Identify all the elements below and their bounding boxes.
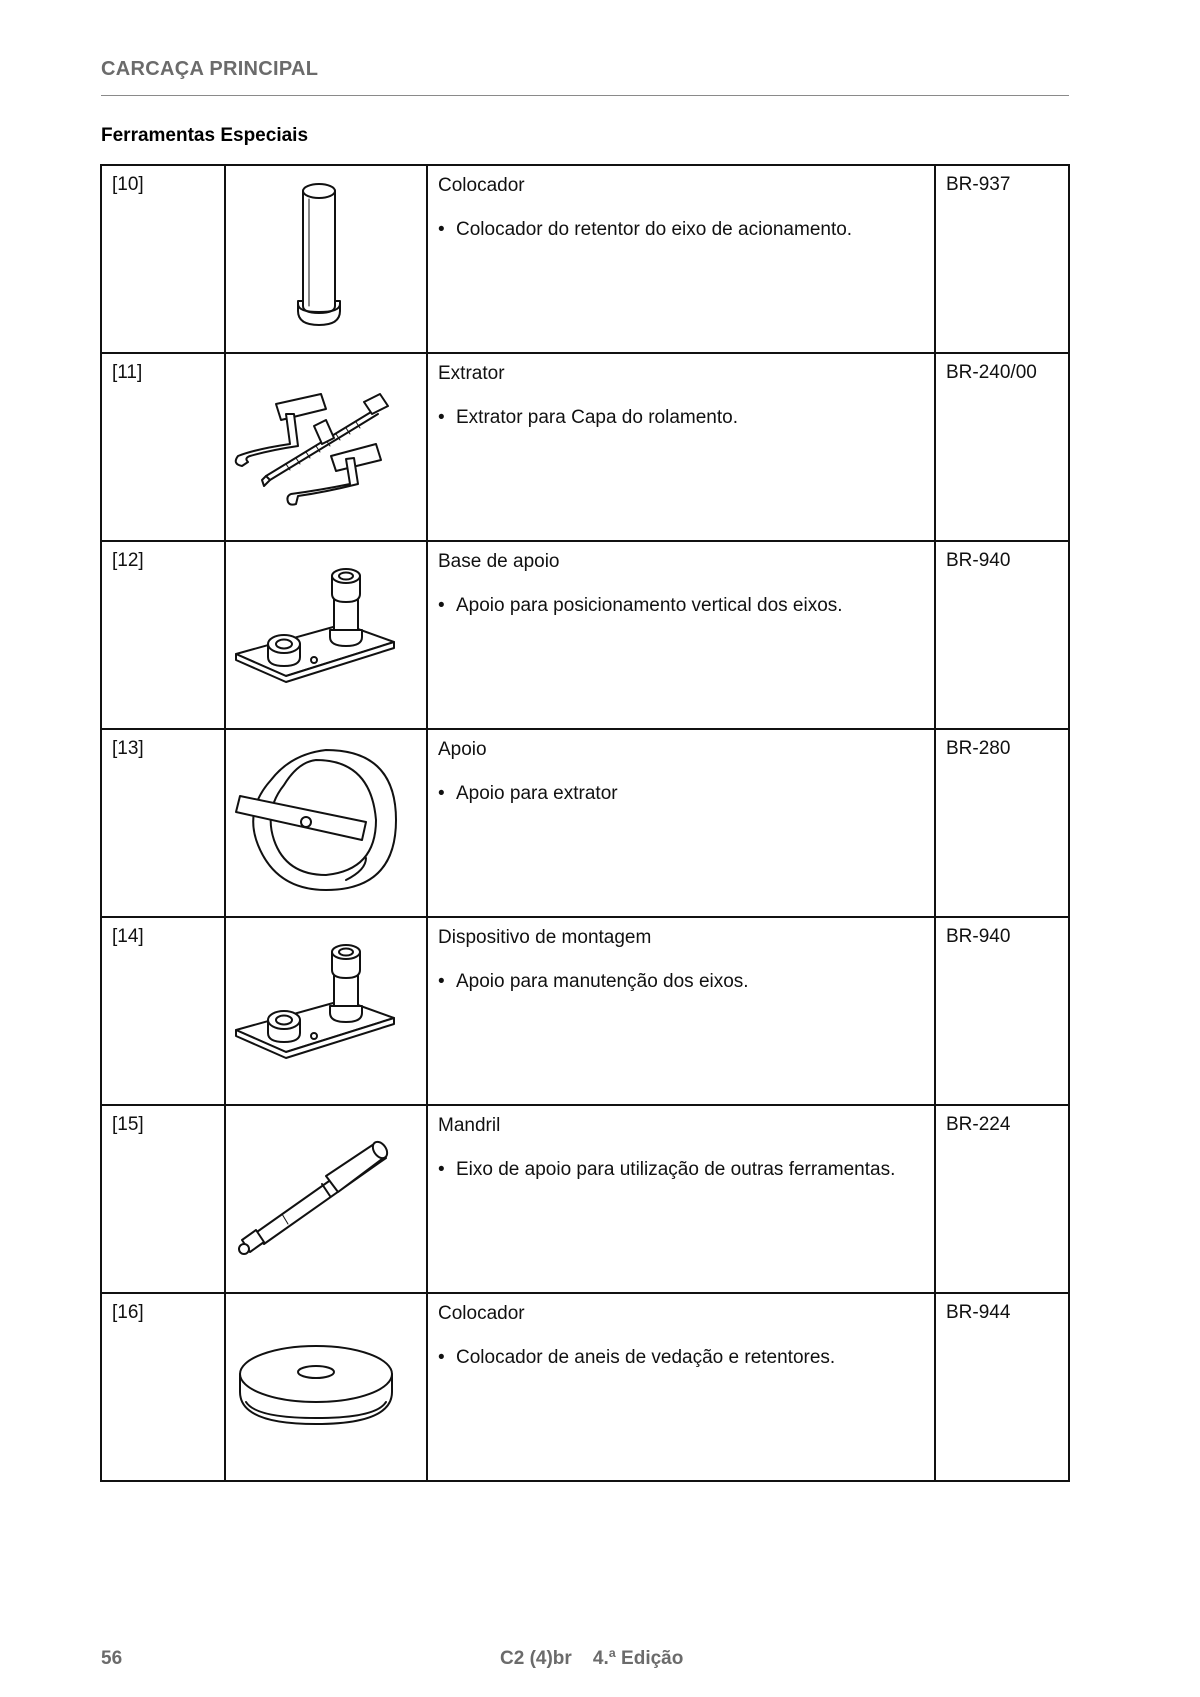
- tool-bullet: [438, 406, 914, 430]
- tool-bullet: [438, 594, 914, 618]
- tool-description: [427, 1105, 935, 1293]
- tool-code: BR-937: [935, 165, 1069, 353]
- tool-ref: [10]: [101, 165, 225, 353]
- tool-code: BR-280: [935, 729, 1069, 917]
- bullet-icon: •: [438, 407, 445, 428]
- document-edition: C2 (4)br 4.ª Edição: [500, 1648, 684, 1669]
- tool-illustration: [225, 165, 427, 353]
- tool-name: Colocador: [438, 175, 525, 196]
- tool-name: Mandril: [438, 1115, 501, 1136]
- tool-illustration: [225, 1105, 427, 1293]
- tool-code: BR-940: [935, 541, 1069, 729]
- bullet-icon: •: [438, 1347, 445, 1368]
- support-ring-icon: [226, 730, 426, 908]
- section-header: CARCAÇA PRINCIPAL: [101, 58, 319, 80]
- tool-code: BR-224: [935, 1105, 1069, 1293]
- tool-name: Dispositivo de montagem: [438, 927, 652, 948]
- support-base-icon: [226, 918, 426, 1096]
- tool-ref: [13]: [101, 729, 225, 917]
- tool-bullet-text: Apoio para posicionamento vertical dos eixos.: [456, 595, 843, 616]
- tool-illustration: [225, 541, 427, 729]
- tool-ref: [16]: [101, 1293, 225, 1481]
- support-base-icon: [226, 542, 426, 720]
- tool-description: [427, 353, 935, 541]
- mandrel-icon: [226, 1106, 426, 1284]
- table-row: [101, 165, 1069, 353]
- table-row: [101, 917, 1069, 1105]
- tool-code: BR-940: [935, 917, 1069, 1105]
- tool-bullet: [438, 782, 914, 806]
- driver-tube-icon: [226, 166, 426, 344]
- tool-code: BR-944: [935, 1293, 1069, 1481]
- tool-name: Extrator: [438, 363, 505, 384]
- puller-icon: [226, 354, 426, 532]
- special-tools-table: [100, 164, 1070, 1482]
- table-row: [101, 729, 1069, 917]
- table-row: [101, 1105, 1069, 1293]
- tool-name: Base de apoio: [438, 551, 560, 572]
- tool-ref: [15]: [101, 1105, 225, 1293]
- tool-illustration: [225, 917, 427, 1105]
- tool-description: [427, 917, 935, 1105]
- seal-driver-disc-icon: [226, 1294, 426, 1472]
- tool-description: [427, 165, 935, 353]
- tool-bullet: [438, 218, 914, 242]
- table-row: [101, 1293, 1069, 1481]
- tool-ref: [12]: [101, 541, 225, 729]
- tool-name: Colocador: [438, 1303, 525, 1324]
- tool-ref: [11]: [101, 353, 225, 541]
- bullet-icon: •: [438, 971, 445, 992]
- tool-description: [427, 729, 935, 917]
- tool-bullet: [438, 1346, 914, 1370]
- table-row: [101, 541, 1069, 729]
- tool-bullet: [438, 970, 914, 994]
- bullet-icon: •: [438, 1159, 445, 1180]
- tool-illustration: [225, 729, 427, 917]
- bullet-icon: •: [438, 219, 445, 240]
- tool-bullet-text: Apoio para extrator: [456, 783, 618, 804]
- header-divider: [101, 95, 1069, 96]
- tool-bullet-text: Eixo de apoio para utilização de outras ferramentas.: [456, 1159, 896, 1180]
- tool-code: BR-240/00: [935, 353, 1069, 541]
- page-title: Ferramentas Especiais: [101, 125, 309, 146]
- table-row: [101, 353, 1069, 541]
- tool-bullet-text: Colocador de aneis de vedação e retentores.: [456, 1347, 836, 1368]
- tool-description: [427, 1293, 935, 1481]
- bullet-icon: •: [438, 783, 445, 804]
- tool-name: Apoio: [438, 739, 487, 760]
- tool-illustration: [225, 1293, 427, 1481]
- bullet-icon: •: [438, 595, 445, 616]
- tool-bullet-text: Apoio para manutenção dos eixos.: [456, 971, 749, 992]
- tool-bullet: [438, 1158, 914, 1182]
- tool-ref: [14]: [101, 917, 225, 1105]
- tool-bullet-text: Extrator para Capa do rolamento.: [456, 407, 738, 428]
- tool-bullet-text: Colocador do retentor do eixo de acionamento.: [456, 219, 853, 240]
- tool-description: [427, 541, 935, 729]
- page-number: 56: [101, 1648, 123, 1669]
- tool-illustration: [225, 353, 427, 541]
